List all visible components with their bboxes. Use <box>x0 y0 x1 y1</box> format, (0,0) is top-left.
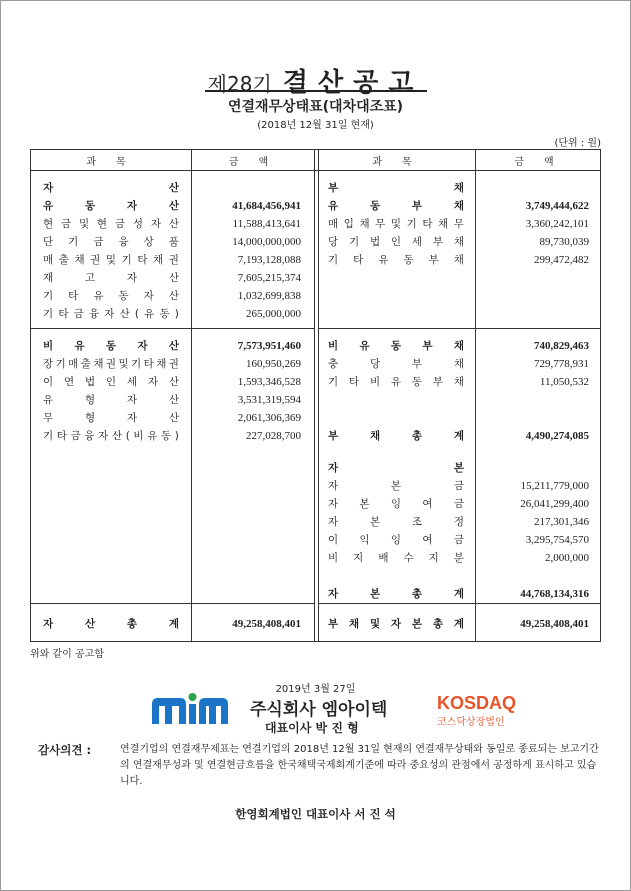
liab-row-label: 매 입 채 무 및 기 타 채 무 <box>328 218 464 230</box>
page-title <box>0 62 631 99</box>
company-logo <box>150 690 230 734</box>
asset-row-label: 유 동 자 산 <box>43 200 179 212</box>
liab-row-label: 자 본 잉 여 금 <box>328 498 464 510</box>
asset-row-amount: 227,028,700 <box>246 430 301 442</box>
asset-row-amount: 160,950,269 <box>246 358 301 370</box>
liab-row-amount: 3,295,754,570 <box>525 534 589 546</box>
header-item-left: 과목 <box>86 157 146 168</box>
liab-row-amount: 299,472,482 <box>534 254 589 266</box>
liab-row-amount: 44,768,134,316 <box>520 588 589 600</box>
liab-row-amount: 729,778,931 <box>534 358 589 370</box>
asset-row-label: 기 타 금 융 자 산 ( 유 동 ) <box>43 308 179 320</box>
col-divider <box>191 150 192 641</box>
total-liab-equity-amount: 49,258,408,401 <box>520 618 589 630</box>
asset-row-amount: 41,684,456,941 <box>232 200 301 212</box>
publication-date: 2019년 3월 27일 <box>275 684 356 695</box>
title-underline <box>205 90 427 92</box>
liab-row-amount: 26,041,299,400 <box>520 498 589 510</box>
liab-row-label: 자 본 <box>328 462 464 474</box>
liab-row-label: 기 타 비 유 동 부 채 <box>328 376 464 388</box>
liab-row-amount: 3,360,242,101 <box>525 218 589 230</box>
header-amount-left: 금액 <box>228 157 289 168</box>
unit-label: (단위 : 원) <box>554 138 601 149</box>
asset-row-label: 기 타 금 융 자 산 ( 비 유 동 ) <box>43 430 179 442</box>
liab-row-amount: 89,730,039 <box>539 236 589 248</box>
kosdaq-logo: KOSDAQ <box>437 693 517 713</box>
company-name: 주식회사 엠아이텍 <box>250 700 388 720</box>
statement-title: 연결재무상태표(대차대조표) <box>227 99 404 115</box>
liab-row-amount: 217,301,346 <box>534 516 589 528</box>
asset-row-amount: 7,605,215,374 <box>237 272 301 284</box>
asset-row-amount: 265,000,000 <box>246 308 301 320</box>
header-separator <box>31 170 600 171</box>
asset-row-label: 무 형 자 산 <box>43 412 179 424</box>
ceo-name: 대표이사 박 진 형 <box>265 721 359 735</box>
audit-opinion-text: 연결기업의 연결재무제표는 연결기업의 2018년 12월 31일 현재의 연결재무상태와 동일로 종료되는 보고기간의 연결재무성과 및 연결현금흐름을 한국채택국제회계기준에 따라 중요성의 관점에서 공정하게 표시하고 있습니다. <box>120 744 599 787</box>
liab-row-amount: 2,000,000 <box>545 552 589 564</box>
logo-text: MIM <box>150 690 153 691</box>
notice-title: 결산공고 <box>282 68 424 98</box>
liab-row-label: 비 지 배 수 지 분 <box>328 552 464 564</box>
asset-row-amount: 11,588,413,641 <box>232 218 301 230</box>
liab-row-label: 당 기 법 인 세 부 채 <box>328 236 464 248</box>
liab-row-label: 유 동 부 채 <box>328 200 464 212</box>
liab-row-amount: 4,490,274,085 <box>525 430 589 442</box>
auditor-name: 한영회계법인 대표이사 서 진 석 <box>235 807 396 821</box>
liab-row-label: 부 채 <box>328 182 464 194</box>
asset-row-amount: 14,000,000,000 <box>232 236 301 248</box>
liab-row-amount: 15,211,779,000 <box>520 480 589 492</box>
asset-row-label: 자 산 <box>43 182 179 194</box>
asset-row-label: 장 기 매 출 채 권 및 기 타 채 권 <box>43 358 179 370</box>
asset-row-amount: 2,061,306,369 <box>237 412 301 424</box>
asset-row-amount: 3,531,319,594 <box>237 394 301 406</box>
audit-opinion-label: 감사의견 : <box>38 743 92 757</box>
fiscal-term: 제28기 <box>207 72 272 96</box>
asset-row-label: 이 연 법 인 세 자 산 <box>43 376 179 388</box>
asset-row-label: 유 형 자 산 <box>43 394 179 406</box>
asset-row-amount: 7,573,951,460 <box>237 340 301 352</box>
liab-row-amount: 11,050,532 <box>539 376 589 388</box>
notice-note: 위와 같이 공고함 <box>30 649 104 660</box>
liab-row-label: 기 타 유 동 부 채 <box>328 254 464 266</box>
liab-row-amount: 740,829,463 <box>534 340 589 352</box>
right-subsection-line <box>318 328 600 329</box>
kosdaq-subtitle: 코스닥상장법인 <box>437 717 505 728</box>
col-divider <box>475 150 476 641</box>
header-item-right: 과목 <box>372 157 432 168</box>
asset-row-label: 기 타 유 동 자 산 <box>43 290 179 302</box>
liab-row-amount: 3,749,444,622 <box>525 200 589 212</box>
asset-row-amount: 1,032,699,838 <box>237 290 301 302</box>
asset-row-label: 매 출 채 권 및 기 타 채 권 <box>43 254 179 266</box>
right-total-line <box>318 603 600 604</box>
asset-row-label: 현 금 및 현 금 성 자 산 <box>43 218 179 230</box>
left-total-line <box>31 603 315 604</box>
liab-row-label: 자 본 금 <box>328 480 464 492</box>
left-subsection-line <box>31 328 315 329</box>
liab-row-label: 자 본 조 정 <box>328 516 464 528</box>
asset-row-amount: 7,193,128,088 <box>237 254 301 266</box>
center-divider-a <box>314 150 315 641</box>
balance-sheet-table <box>30 149 601 642</box>
total-assets-label: 자 산 총 계 <box>43 618 179 630</box>
liab-row-label: 충 당 부 채 <box>328 358 464 370</box>
liab-row-label: 비 유 동 부 채 <box>328 340 464 352</box>
header-amount-right: 금액 <box>514 157 574 168</box>
total-liab-equity-label: 부 채 및 자 본 총 계 <box>328 618 464 630</box>
total-assets-amount: 49,258,408,401 <box>232 618 301 630</box>
asset-row-label: 재 고 자 산 <box>43 272 179 284</box>
liab-row-label: 자 본 총 계 <box>328 588 464 600</box>
statement-date: (2018년 12월 31일 현재) <box>257 120 374 131</box>
liab-row-label: 이 익 잉 여 금 <box>328 534 464 546</box>
asset-row-label: 비 유 동 자 산 <box>43 340 179 352</box>
asset-row-amount: 1,593,346,528 <box>237 376 301 388</box>
center-divider-b <box>318 150 319 641</box>
liab-row-label: 부 채 총 계 <box>328 430 464 442</box>
asset-row-label: 단 기 금 융 상 품 <box>43 236 179 248</box>
